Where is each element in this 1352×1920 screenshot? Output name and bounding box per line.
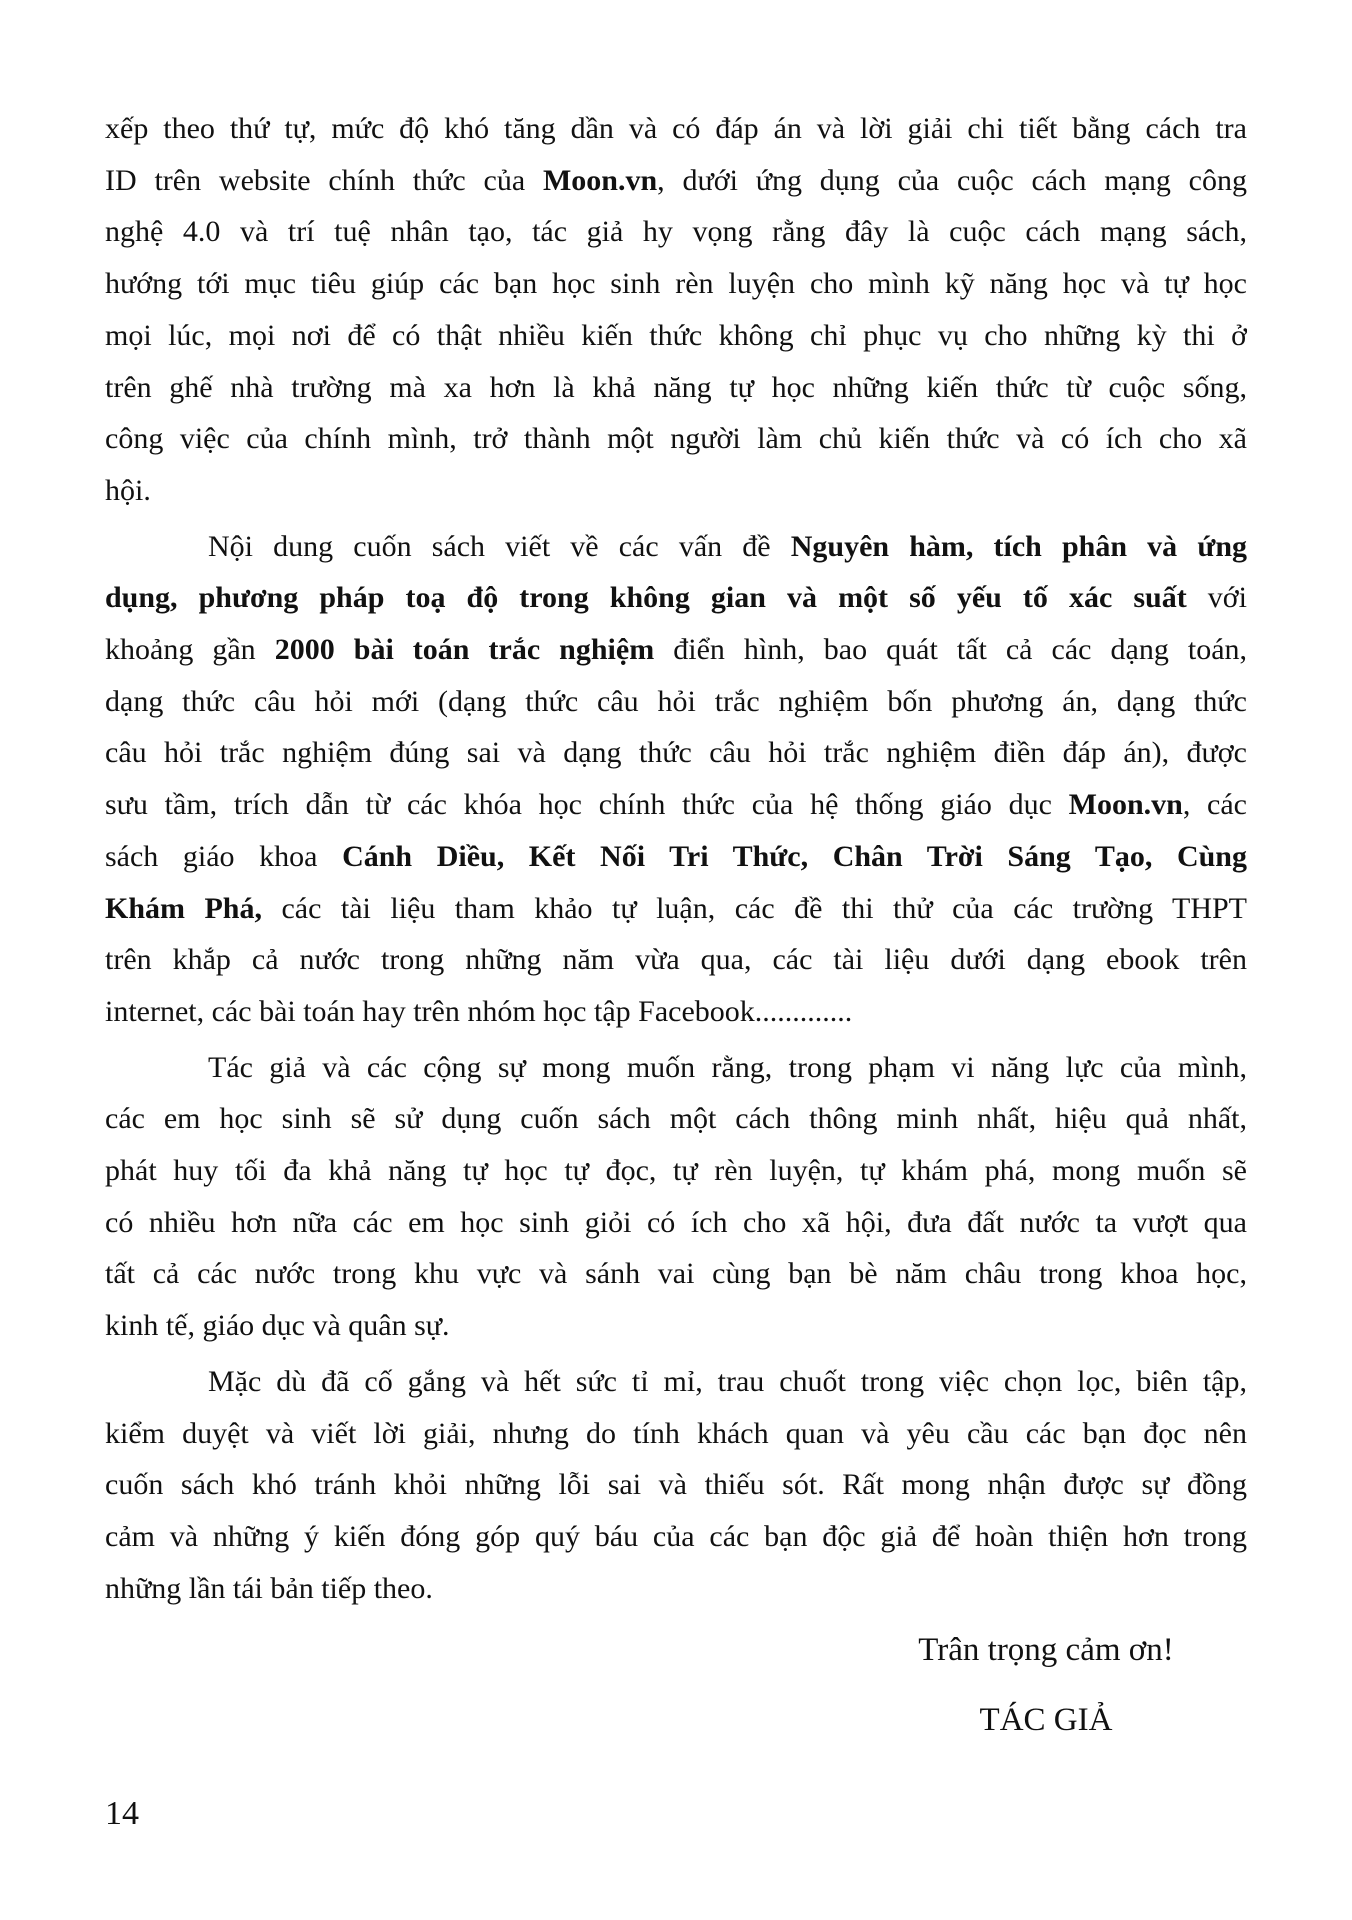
text-segment: kinh tế, giáo dục và quân sự. [105,1309,450,1343]
text-segment: nghệ 4.0 và trí tuệ nhân tạo, tác giả hy vọng rằng đây là cuộc cách mạng sách, [105,215,1247,249]
preface-body [105,103,1247,1618]
text-line [105,103,1247,155]
text-line [105,1300,1247,1352]
text-segment: mọi lúc, mọi nơi để có thật nhiều kiến thức không chỉ phục vụ cho những kỳ thi ở [105,318,1247,352]
text-segment: , dưới ứng dụng của cuộc cách mạng công [657,163,1247,197]
closing-block [740,1628,1352,1742]
text-line [105,362,1247,414]
text-segment: Nội dung cuốn sách viết về các vấn đề [208,529,791,563]
bold-text-segment: dụng, phương pháp toạ độ trong không gian và một số yếu tố xác suất [105,581,1187,615]
text-segment: internet, các bài toán hay trên nhóm học tập Facebook............. [105,994,853,1028]
text-segment: , các [1182,788,1247,822]
text-segment: sách giáo khoa [105,839,343,873]
text-segment: cảm và những ý kiến đóng góp quý báu của các bạn độc giả để hoàn thiện hơn trong [105,1519,1247,1553]
text-segment: kiểm duyệt và viết lời giải, nhưng do tính khách quan và yêu cầu các bạn đọc nên [105,1416,1247,1450]
paragraph [105,103,1247,517]
bold-text-segment: 2000 bài toán trắc nghiệm [274,633,655,667]
text-line [105,465,1247,517]
text-line [105,986,1247,1038]
paragraph [105,1042,1247,1352]
text-segment: câu hỏi trắc nghiệm đúng sai và dạng thức câu hỏi trắc nghiệm điền đáp án), được [105,736,1247,770]
text-line [105,258,1247,310]
text-segment: trên khắp cả nước trong những năm vừa qua, các tài liệu dưới dạng ebook trên [105,943,1247,977]
bold-text-segment: Cánh Diều, Kết Nối Tri Thức, Chân Trời Sáng Tạo, Cùng [342,839,1247,873]
text-segment: khoảng gần [105,633,275,667]
text-line [105,779,1247,831]
text-segment: tất cả các nước trong khu vực và sánh vai cùng bạn bè năm châu trong khoa học, [105,1257,1247,1291]
text-segment: phát huy tối đa khả năng tự học tự đọc, tự rèn luyện, tự khám phá, mong muốn sẽ [105,1154,1247,1188]
text-segment: có nhiều hơn nữa các em học sinh giỏi có ích cho xã hội, đưa đất nước ta vượt qua [105,1205,1247,1239]
text-segment: hướng tới mục tiêu giúp các bạn học sinh rèn luyện cho mình kỹ năng học và tự học [105,267,1247,301]
text-line [105,1248,1247,1300]
text-segment: các em học sinh sẽ sử dụng cuốn sách một cách thông minh nhất, hiệu quả nhất, [105,1102,1247,1136]
text-line [105,155,1247,207]
text-line [105,413,1247,465]
text-segment: trên ghế nhà trường mà xa hơn là khả năng tự học những kiến thức từ cuộc sống, [105,370,1247,404]
text-line [105,1511,1247,1563]
text-segment: ID trên website chính thức của [105,163,543,197]
closing-author: TÁC GIẢ [979,1702,1113,1738]
text-segment: hội. [105,473,151,507]
text-segment: Tác giả và các cộng sự mong muốn rằng, trong phạm vi năng lực của mình, [208,1050,1247,1084]
text-segment: dạng thức câu hỏi mới (dạng thức câu hỏi trắc nghiệm bốn phương án, dạng thức [105,684,1247,718]
text-line [105,624,1247,676]
text-segment: Mặc dù đã cố gắng và hết sức tỉ mỉ, trau chuốt trong việc chọn lọc, biên tập, [208,1364,1247,1398]
text-line [105,883,1247,935]
text-line [105,1197,1247,1249]
text-line [105,1093,1247,1145]
text-segment: cuốn sách khó tránh khỏi những lỗi sai và thiếu sót. Rất mong nhận được sự đồng [105,1468,1247,1502]
text-line [105,1356,1247,1408]
bold-text-segment: Moon.vn [1068,788,1183,822]
text-line [105,934,1247,986]
text-line [105,727,1247,779]
text-line [105,206,1247,258]
text-line [105,1145,1247,1197]
bold-text-segment: Nguyên hàm, tích phân và ứng [790,529,1247,563]
text-line [105,1408,1247,1460]
text-line [105,1459,1247,1511]
text-line [105,310,1247,362]
text-line [105,1563,1247,1615]
bold-text-segment: Khám Phá, [105,891,262,925]
text-line [105,572,1247,624]
page-number: 14 [105,1795,139,1832]
text-segment: sưu tầm, trích dẫn từ các khóa học chính thức của hệ thống giáo dục [105,788,1069,822]
text-line [105,831,1247,883]
paragraph [105,1356,1247,1615]
bold-text-segment: Moon.vn [542,163,658,197]
text-line [105,521,1247,573]
text-segment: công việc của chính mình, trở thành một người làm chủ kiến thức và có ích cho xã [105,422,1247,456]
text-line [105,676,1247,728]
paragraph [105,521,1247,1038]
text-segment: những lần tái bản tiếp theo. [105,1571,433,1605]
text-segment: xếp theo thứ tự, mức độ khó tăng dần và có đáp án và lời giải chi tiết bằng cách tra [105,112,1247,145]
text-line [105,1042,1247,1094]
closing-thanks: Trân trọng cảm ơn! [918,1632,1174,1668]
text-segment: điển hình, bao quát tất cả các dạng toán, [654,633,1247,667]
text-segment: với [1186,581,1247,615]
text-segment: các tài liệu tham khảo tự luận, các đề thi thử của các trường THPT [262,891,1247,925]
